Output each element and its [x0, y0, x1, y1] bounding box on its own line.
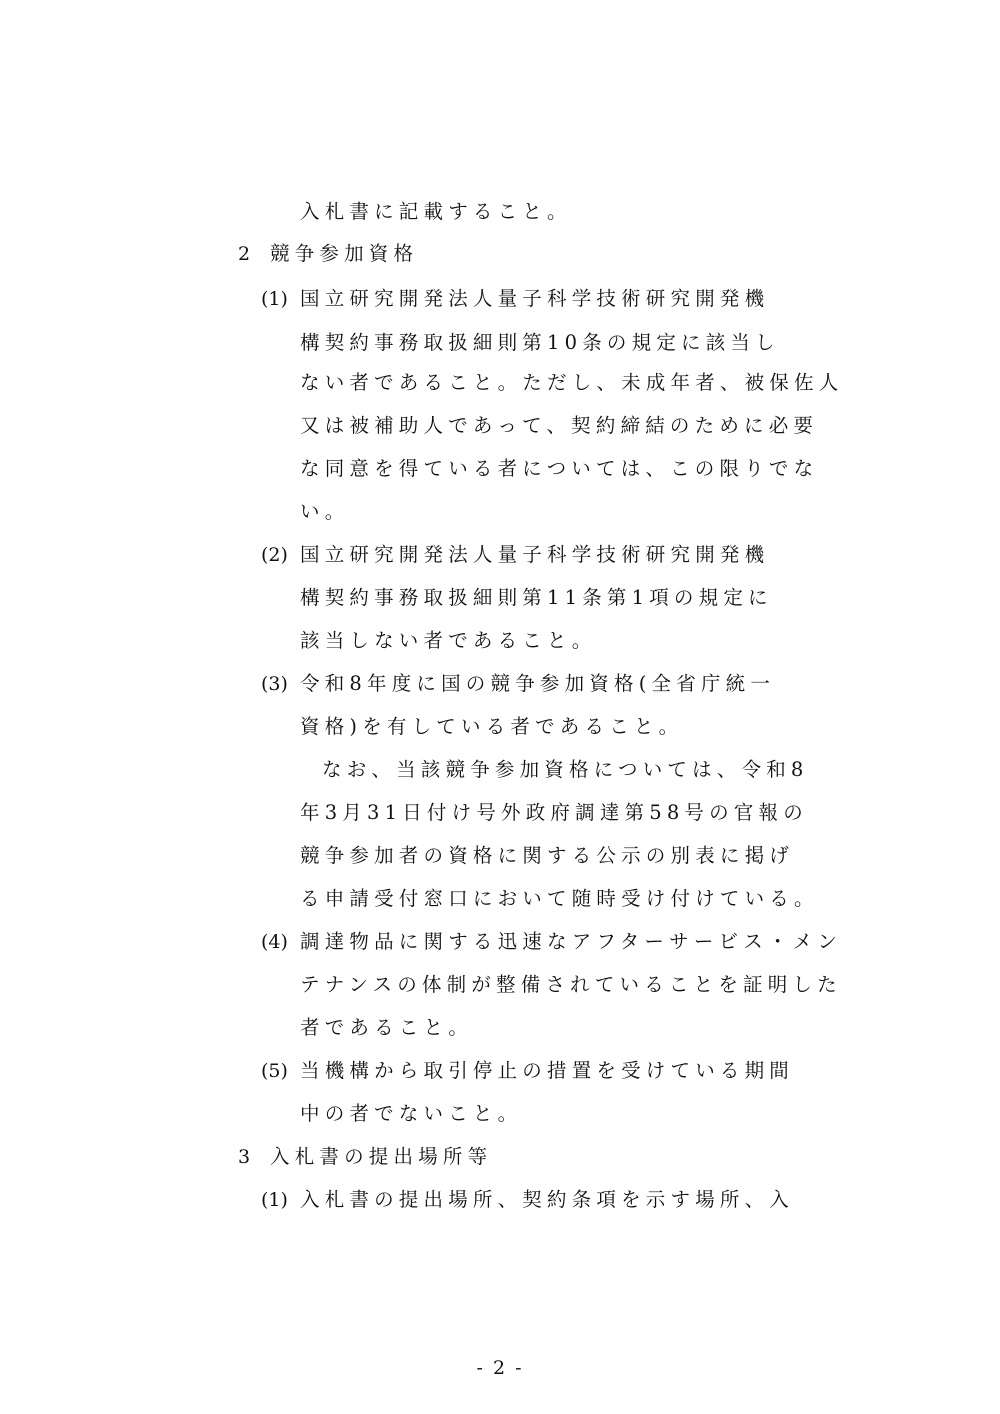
item-number: (4)	[261, 931, 288, 953]
item-number: (1)	[261, 288, 288, 310]
text-line: テナンスの体制が整備されていることを証明した	[300, 973, 842, 996]
text-line: 競争参加者の資格に関する公示の別表に掲げ	[300, 844, 795, 867]
text-line: な同意を得ている者については、この限りでな	[300, 457, 819, 480]
text-line: 国立研究開発法人量子科学技術研究開発機	[300, 543, 770, 566]
text-line: 入札書の提出場所、契約条項を示す場所、入	[300, 1188, 795, 1211]
page-number: - 2 -	[476, 1357, 524, 1379]
text-line: 当機構から取引停止の措置を受けている期間	[300, 1059, 795, 1082]
text-line: なお、当該競争参加資格については、令和8	[322, 758, 809, 781]
text-line: 中の者でないこと。	[300, 1102, 523, 1125]
section-number: 2	[238, 243, 251, 265]
section-heading: 競争参加資格	[270, 242, 419, 265]
item-number: (5)	[261, 1060, 288, 1082]
text-line: 国立研究開発法人量子科学技術研究開発機	[300, 287, 770, 310]
section-number: 3	[238, 1146, 251, 1168]
text-line: る申請受付窓口において随時受け付けている。	[300, 887, 819, 910]
item-number: (2)	[261, 544, 288, 566]
text-line: 入札書に記載すること。	[300, 200, 572, 223]
text-line: 令和8年度に国の競争参加資格(全省庁統一	[300, 672, 776, 695]
section-heading: 入札書の提出場所等	[270, 1145, 493, 1168]
item-number: (1)	[261, 1189, 288, 1211]
text-line: 年3月31日付け号外政府調達第58号の官報の	[300, 801, 808, 824]
text-line: 構契約事務取扱細則第10条の規定に該当し	[300, 331, 780, 354]
text-line: 調達物品に関する迅速なアフターサービス・メン	[300, 930, 843, 953]
text-line: ない者であること。ただし、未成年者、被保佐人	[300, 371, 844, 394]
text-line: 又は被補助人であって、契約締結のために必要	[300, 414, 819, 437]
text-line: 資格)を有している者であること。	[300, 715, 684, 738]
text-line: 該当しない者であること。	[300, 629, 597, 652]
text-line: い。	[300, 500, 350, 523]
text-line: 構契約事務取扱細則第11条第1項の規定に	[300, 586, 773, 609]
item-number: (3)	[261, 673, 288, 695]
text-line: 者であること。	[300, 1016, 473, 1039]
